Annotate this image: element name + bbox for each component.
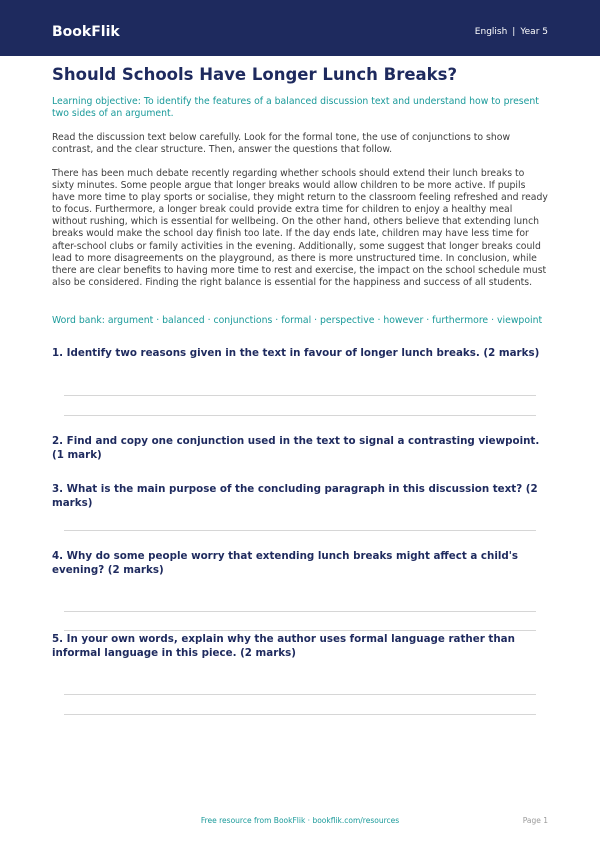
page-number: Page 1	[522, 816, 548, 825]
question-2: 2. Find and copy one conjunction used in the text to signal a contrasting viewpoint. (1 mark)	[52, 435, 540, 461]
page-title: Should Schools Have Longer Lunch Breaks?	[52, 65, 458, 84]
meta-separator: |	[512, 27, 516, 37]
answer-line[interactable]	[64, 694, 536, 695]
discussion-passage: There has been much debate recently regarding whether schools should extend their lunch breaks to sixty minutes. Some people argue that longer breaks would allow children to be more active. If pupils have more time to play sports or socialise, they might return to the classroom feeling refreshed and ready to focus. Furthermore, a longer break could provide extra time for children to enjoy a healthy meal without rushing, which is essential for wellbeing. On the other hand, others believe that extending lunch breaks would make the school day finish too late. If the day ends late, children may have less time for after-school clubs or family activities in the evening. Additionally, some suggest that longer breaks could lead to more disagreements on the playground, as there is more unstructured time. In conclusion, while there are clear benefits to having more time to rest and exercise, the impact on the school schedule must also be considered. Finding the right balance is essential for the happiness and success of all students.	[52, 168, 548, 288]
subject-year-label	[475, 26, 548, 38]
footer-credit: Free resource from BookFlik · bookflik.com/resources	[200, 816, 400, 825]
subject-label: English	[474, 27, 508, 37]
brand-logo: BookFlik	[52, 24, 120, 40]
question-5: 5. In your own words, explain why the author uses formal language rather than informal language in this piece. (2 marks)	[52, 633, 515, 659]
answer-line[interactable]	[64, 630, 536, 631]
question-1: 1. Identify two reasons given in the text in favour of longer lunch breaks. (2 marks)	[52, 347, 540, 359]
learning-objective: Learning objective: To identify the features of a balanced discussion text and understand how to present two sides of an argument.	[52, 96, 539, 119]
word-bank: Word bank: argument · balanced · conjunctions · formal · perspective · however · furthermore · viewpoint	[52, 315, 543, 326]
answer-line[interactable]	[64, 530, 536, 531]
instructions: Read the discussion text below carefully. Look for the formal tone, the use of conjunctions to show contrast, and the clear structure. Then, answer the questions that follow.	[52, 132, 511, 155]
year-label: Year 5	[520, 27, 548, 37]
question-4: 4. Why do some people worry that extending lunch breaks might affect a child's evening? (2 marks)	[52, 550, 519, 576]
answer-line[interactable]	[64, 611, 536, 612]
answer-line[interactable]	[64, 395, 536, 396]
answer-line[interactable]	[64, 415, 536, 416]
answer-line[interactable]	[64, 714, 536, 715]
page-header	[0, 0, 600, 56]
question-3: 3. What is the main purpose of the concluding paragraph in this discussion text? (2 marks)	[52, 483, 538, 509]
